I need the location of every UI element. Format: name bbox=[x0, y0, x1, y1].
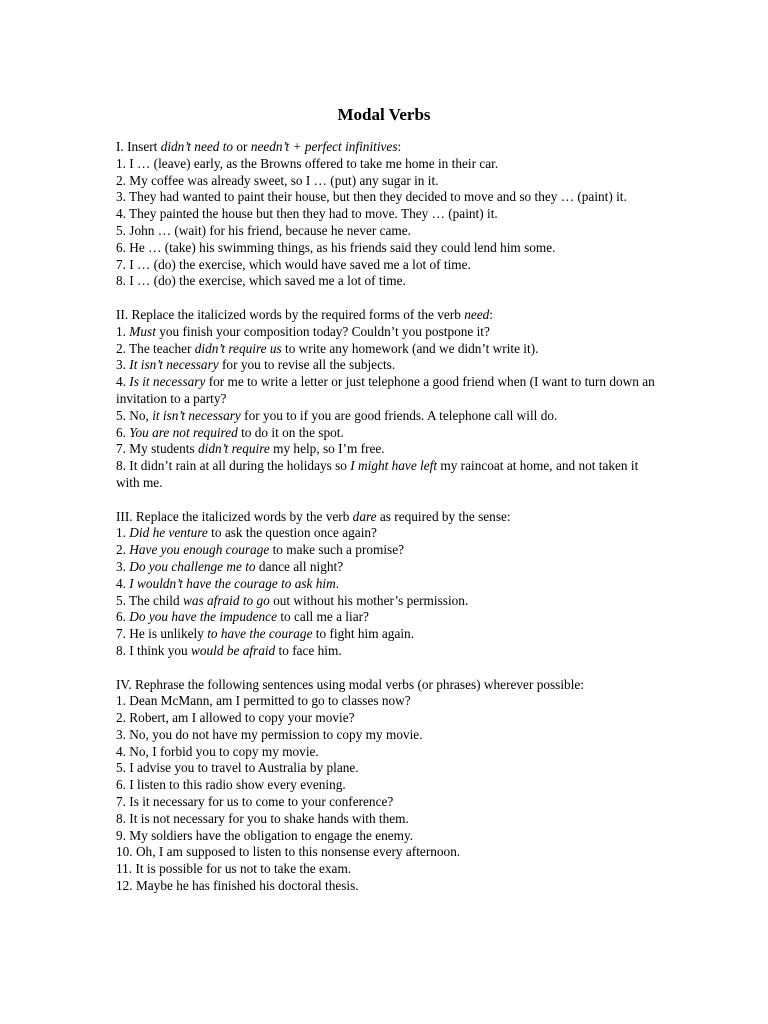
exercise-item bbox=[116, 441, 661, 458]
text-run: 1. bbox=[116, 323, 130, 339]
text-run: my raincoat at home, and not taken it with me. bbox=[116, 458, 639, 490]
text-run: or bbox=[233, 139, 251, 154]
text-run: to call me a liar? bbox=[277, 609, 369, 625]
text-run: 9. My soldiers have the obligation to engage the enemy. bbox=[116, 827, 414, 843]
text-run: : bbox=[397, 139, 402, 154]
exercise-item bbox=[116, 844, 661, 861]
text-run: 3. bbox=[116, 357, 130, 373]
exercise-item bbox=[116, 710, 661, 727]
text-run: . bbox=[335, 575, 340, 591]
exercise-section bbox=[116, 677, 661, 895]
text-run: 2. My coffee was already sweet, so I … (put) any sugar in it. bbox=[116, 172, 439, 188]
italic-run: to have the courage bbox=[207, 626, 313, 642]
exercise-item bbox=[116, 593, 661, 610]
text-run: 2. The teacher bbox=[116, 340, 195, 356]
text-run: 2. Robert, am I allowed to copy your movie? bbox=[116, 710, 355, 726]
exercise-item bbox=[116, 643, 661, 660]
italic-run: Is it necessary bbox=[129, 374, 206, 390]
text-run: : bbox=[489, 306, 493, 322]
italic-run: dare bbox=[352, 508, 377, 524]
italic-run: It isn’t necessary bbox=[129, 357, 219, 373]
exercise-item bbox=[116, 206, 661, 223]
text-run: III. Replace the italicized words by the verb bbox=[116, 508, 353, 524]
text-run: 8. It is not necessary for you to shake hands with them. bbox=[116, 810, 409, 826]
exercise-item bbox=[116, 458, 661, 492]
exercise-item bbox=[116, 273, 661, 290]
exercise-item bbox=[116, 173, 661, 190]
exercise-item bbox=[116, 324, 661, 341]
italic-run: Do you have the impudence bbox=[129, 609, 277, 625]
text-run: 2. bbox=[116, 542, 130, 558]
exercise-item bbox=[116, 693, 661, 710]
text-run: for you to revise all the subjects. bbox=[218, 357, 396, 373]
exercise-item bbox=[116, 156, 661, 173]
italic-run: it isn’t necessary bbox=[152, 407, 241, 423]
exercise-item bbox=[116, 744, 661, 761]
exercise-item bbox=[116, 609, 661, 626]
text-run: 7. He is unlikely bbox=[116, 626, 208, 642]
text-run: 4. They painted the house but then they had to move. They … (paint) it. bbox=[116, 206, 498, 222]
italic-run: didn’t need to bbox=[160, 139, 234, 154]
text-run: 7. Is it necessary for us to come to your conference? bbox=[116, 794, 394, 810]
text-run: out without his mother’s permission. bbox=[269, 592, 469, 608]
text-run: 6. bbox=[116, 609, 130, 625]
text-run: to do it on the spot. bbox=[237, 424, 344, 440]
exercise-item bbox=[116, 408, 661, 425]
text-run: to write any homework (and we didn’t write it). bbox=[281, 340, 539, 356]
text-run: 3. No, you do not have my permission to copy my movie. bbox=[116, 726, 423, 742]
italic-run: Must bbox=[129, 323, 156, 339]
exercise-item bbox=[116, 425, 661, 442]
text-run: 1. bbox=[116, 525, 130, 541]
exercise-item bbox=[116, 240, 661, 257]
exercise-item bbox=[116, 223, 661, 240]
italic-run: was afraid to go bbox=[182, 592, 270, 608]
text-run: 3. They had wanted to paint their house, but then they decided to move and so they … (paint) it. bbox=[116, 189, 627, 205]
italic-run: would be afraid bbox=[190, 642, 276, 658]
italic-run: needn’t + perfect infinitives bbox=[250, 139, 398, 154]
exercise-item bbox=[116, 760, 661, 777]
exercise-item bbox=[116, 525, 661, 542]
exercise-item bbox=[116, 576, 661, 593]
exercise-item bbox=[116, 374, 661, 408]
exercise-item bbox=[116, 828, 661, 845]
exercise-item bbox=[116, 341, 661, 358]
text-run: 11. It is possible for us not to take the exam. bbox=[116, 861, 352, 877]
exercise-item bbox=[116, 357, 661, 374]
text-run: 4. bbox=[116, 374, 130, 390]
italic-run: Do you challenge me to bbox=[129, 558, 256, 574]
exercise-item bbox=[116, 626, 661, 643]
exercise-section bbox=[116, 139, 661, 290]
italic-run: need bbox=[464, 306, 490, 322]
italic-run: didn’t require us bbox=[194, 340, 282, 356]
italic-run: I wouldn’t have the courage to ask him bbox=[129, 575, 336, 591]
text-run: IV. Rephrase the following sentences using modal verbs (or phrases) wherever possible: bbox=[116, 676, 584, 692]
exercise-item bbox=[116, 777, 661, 794]
page-title: Modal Verbs bbox=[337, 105, 431, 124]
text-run: to fight him again. bbox=[312, 626, 415, 642]
exercise-item bbox=[116, 542, 661, 559]
italic-run: Did he venture bbox=[129, 525, 208, 541]
text-run: 12. Maybe he has finished his doctoral thesis. bbox=[116, 878, 359, 894]
text-run: 7. My students bbox=[116, 441, 199, 457]
section-heading bbox=[116, 509, 661, 526]
text-run: 5. The child bbox=[116, 592, 183, 608]
exercise-item bbox=[116, 189, 661, 206]
text-run: I. Insert bbox=[116, 139, 161, 154]
italic-run: didn’t require bbox=[198, 441, 270, 457]
text-run: to make such a promise? bbox=[269, 542, 405, 558]
text-run: you finish your composition today? Couldn’t you postpone it? bbox=[155, 323, 490, 339]
text-run: dance all night? bbox=[255, 558, 344, 574]
text-run: my help, so I’m free. bbox=[269, 441, 385, 457]
italic-run: Have you enough courage bbox=[129, 542, 270, 558]
exercise-section bbox=[116, 307, 661, 492]
exercise-item bbox=[116, 257, 661, 274]
exercise-section bbox=[116, 509, 661, 660]
italic-run: You are not required bbox=[129, 424, 238, 440]
text-run: 8. I think you bbox=[116, 642, 191, 658]
document-body bbox=[116, 139, 661, 912]
text-run: 4. No, I forbid you to copy my movie. bbox=[116, 743, 319, 759]
text-run: 5. I advise you to travel to Australia by plane. bbox=[116, 760, 359, 776]
text-run: 5. No, bbox=[116, 407, 153, 423]
text-run: 5. John … (wait) for his friend, because he never came. bbox=[116, 222, 412, 238]
text-run: 1. I … (leave) early, as the Browns offered to take me home in their car. bbox=[116, 155, 499, 171]
italic-run: I might have left bbox=[350, 458, 438, 474]
text-run: 3. bbox=[116, 558, 130, 574]
text-run: 6. bbox=[116, 424, 130, 440]
exercise-item bbox=[116, 811, 661, 828]
text-run: 8. It didn’t rain at all during the holidays so bbox=[116, 458, 351, 474]
exercise-item bbox=[116, 794, 661, 811]
text-run: to face him. bbox=[275, 642, 342, 658]
text-run: 4. bbox=[116, 575, 130, 591]
text-run: 6. He … (take) his swimming things, as his friends said they could lend him some. bbox=[116, 239, 556, 255]
text-run: 10. Oh, I am supposed to listen to this nonsense every afternoon. bbox=[116, 844, 461, 860]
section-heading bbox=[116, 677, 661, 694]
text-run: to ask the question once again? bbox=[207, 525, 377, 541]
exercise-item bbox=[116, 727, 661, 744]
text-run: for me to write a letter or just telephone a good friend when (I want to turn down an invitation to a party? bbox=[116, 374, 655, 406]
exercise-item bbox=[116, 861, 661, 878]
section-heading bbox=[116, 139, 661, 156]
section-heading bbox=[116, 307, 661, 324]
text-run: 6. I listen to this radio show every evening. bbox=[116, 777, 346, 793]
text-run: as required by the sense: bbox=[376, 508, 511, 524]
exercise-item bbox=[116, 559, 661, 576]
text-run: 7. I … (do) the exercise, which would have saved me a lot of time. bbox=[116, 256, 471, 272]
exercise-item bbox=[116, 878, 661, 895]
text-run: II. Replace the italicized words by the required forms of the verb bbox=[116, 306, 465, 322]
text-run: for you to if you are good friends. A telephone call will do. bbox=[240, 407, 558, 423]
text-run: 8. I … (do) the exercise, which saved me a lot of time. bbox=[116, 273, 406, 289]
text-run: 1. Dean McMann, am I permitted to go to classes now? bbox=[116, 693, 411, 709]
